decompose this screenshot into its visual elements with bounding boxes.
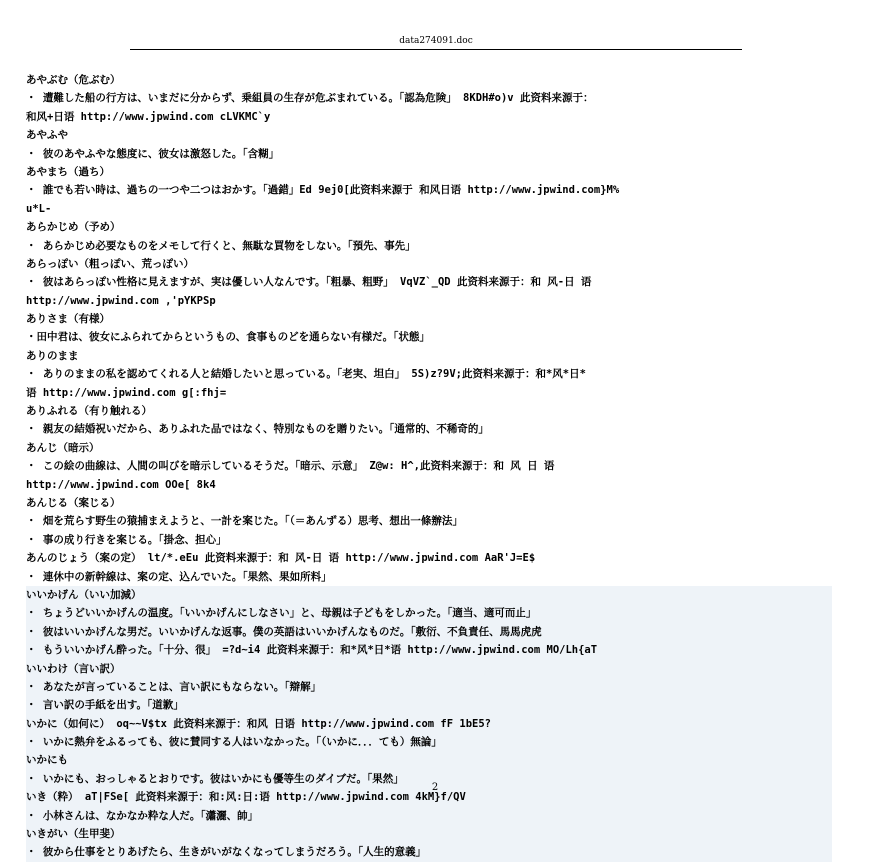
text-line: ・ あなたが言っていることは、言い訳にもならない。「辯解」 [26,678,832,696]
text-line: ・ いかにも、おっしゃるとおりです。彼はいかにも優等生のダイブだ。「果然」 [26,770,832,788]
text-line: 和风+日语 http://www.jpwind.com cLVKMC`y [26,110,271,123]
text-line: ・ ちょうどいいかげんの温度。「いいかげんにしなさい」と、母親は子どもをしかった。「適当、適可而止」 [26,604,832,622]
text-line: あらかじめ（予め） [26,221,121,234]
text-line: ありさま（有様） [26,313,110,326]
page-number: 2 [431,782,439,793]
text-line: ・ 言い訳の手紙を出す。「道歉」 [26,696,832,714]
text-line: あんのじょう（案の定） lt/*.eEu 此资料来源于：和 风-日 语 http://www.jpwind.com AaR'J=E$ [26,552,536,565]
text-line: ありふれる（有り触れる） [26,405,152,418]
text-line: 语 http://www.jpwind.com g[:fhj= [26,386,227,399]
text-line: ・ 連休中の新幹線は、案の定、込んでいた。「果然、果如所料」 [26,570,332,583]
text-line: ・ 誰でも若い時は、過ちの一つや二つはおかす。「過錯」Ed 9ej0[此资料来源于 和风日语 http://www.jpwind.com}M% [26,184,620,197]
text-line: ・田中君は、彼女にふられてからというもの、食事ものどを通らない有様だ。「状態」 [26,331,430,344]
text-line: ・ 彼はいいかげんな男だ。いいかげんな返事。僕の英語はいいかげんなものだ。「敷衍、不負責任、馬馬虎虎 [26,623,832,641]
text-line: ・ 彼はあらっぽい性格に見えますが、実は優しい人なんです。「粗暴、粗野」 VqVZ`_QD 此资料来源于：和 风-日 语 [26,276,592,289]
text-line: いき（粋） aT|FSe[ 此资料来源于：和:风:日:语 http://www.jpwind.com 4kM}f/QV [26,788,832,806]
text-line: ・ 事の成り行きを案じる。「掛念、担心」 [26,533,227,546]
text-line: ・ 親友の結婚祝いだから、ありふれた品ではなく、特別なものを贈りたい。「通常的、不稀奇的」 [26,423,489,436]
text-line: あやふや [26,129,68,142]
text-line: ・ ありのままの私を認めてくれる人と結婚したいと思っている。「老実、坦白」 5S)z?9V;此资料来源于：和*风*日* [26,368,586,381]
text-line: ・ いかに熱弁をふるっても、彼に賛同する人はいなかった。「（いかに．．．ても）無論」 [26,733,832,751]
text-line: ・ 彼から仕事をとりあげたら、生きがいがなくなってしまうだろう。「人生的意義」 [26,843,832,861]
page-footer [0,782,870,793]
text-line: ・ 彼のあやふやな態度に、彼女は激怒した。「含糊」 [26,147,280,160]
text-line: いいわけ（言い訳） [26,660,832,678]
text-line: ・ この絵の曲線は、人間の叫びを暗示しているそうだ。「暗示、示意」 Z@w: H^,此资料来源于：和 风 日 语 [26,460,555,473]
text-line: u*L- [26,202,52,215]
text-line: ありのまま [26,349,79,362]
text-line: いかに（如何に） oq~~V$tx 此资料来源于：和风 日语 http://www.jpwind.com fF 1bE5? [26,715,832,733]
text-line: あんじる（案じる） [26,496,121,509]
text-line: あらっぽい（粗っぽい、荒っぽい） [26,257,194,270]
text-line: ・ 遭難した船の行方は、いまだに分からず、乗組員の生存が危ぶまれている。「認為危険」 8KDH#o)v 此资料来源于： [26,92,594,105]
text-line: ・ あらかじめ必要なものをメモして行くと、無駄な買物をしない。「預先、事先」 [26,239,416,252]
text-line: ・ 小林さんは、なかなか粋な人だ。「瀟灑、帥」 [26,807,832,825]
text-line: いいかげん（いい加減） [26,586,832,604]
text-line: http://www.jpwind.com ,'pYKPSp [26,294,216,307]
document-body [26,71,832,862]
text-line: http://www.jpwind.com OOe[ 8k4 [26,478,216,491]
text-line: あやまち（過ち） [26,165,110,178]
text-line: ・ 畑を荒らす野生の猿捕まえようと、一計を案じた。「（＝あんずる）思考、想出一條辦法」 [26,515,463,528]
text-line: あんじ（暗示） [26,441,100,454]
header-filename: data274091.doc [399,36,473,46]
text-line: ・ もういいかげん酔った。「十分、很」 =?d~i4 此资料来源于：和*风*日*语 http://www.jpwind.com MO/Lh{aT [26,641,832,659]
text-line: いきがい（生甲斐） [26,825,832,843]
text-line: いかにも [26,751,832,769]
document-header [130,36,742,50]
text-line: あやぶむ（危ぶむ） [26,74,121,86]
